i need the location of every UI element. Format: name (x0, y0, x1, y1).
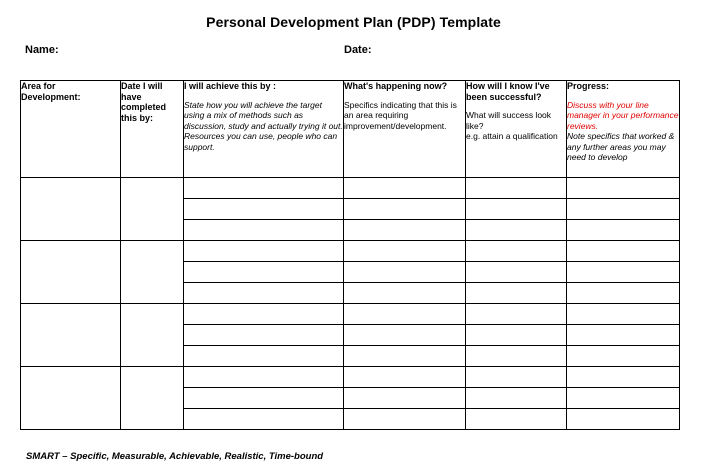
header-area (21, 81, 121, 178)
happening-cell[interactable] (344, 304, 466, 325)
happening-desc: Specifics indicating that this is an area requiring improvement/development. (344, 99, 457, 131)
date-cell[interactable] (121, 304, 184, 367)
progress-cell[interactable] (567, 367, 680, 388)
progress-cell[interactable] (567, 346, 680, 367)
progress-cell[interactable] (567, 409, 680, 430)
success-cell[interactable] (466, 388, 567, 409)
achieve-cell[interactable] (184, 325, 344, 346)
success-heading: How will I know I've been successful? (466, 81, 550, 102)
date-heading: Date I will have completed this by: (121, 81, 167, 123)
success-cell[interactable] (466, 199, 567, 220)
progress-cell[interactable] (567, 241, 680, 262)
achieve-cell[interactable] (184, 304, 344, 325)
area-cell[interactable] (21, 178, 121, 241)
success-cell[interactable] (466, 283, 567, 304)
header-happening (344, 81, 466, 178)
progress-cell[interactable] (567, 325, 680, 346)
happening-heading: What's happening now? (344, 81, 448, 91)
progress-cell[interactable] (567, 178, 680, 199)
success-desc-2: e.g. attain a qualification (466, 131, 558, 141)
happening-cell[interactable] (344, 262, 466, 283)
achieve-cell[interactable] (184, 367, 344, 388)
success-cell[interactable] (466, 262, 567, 283)
area-heading-2: Development: (21, 91, 81, 102)
happening-cell[interactable] (344, 367, 466, 388)
happening-cell[interactable] (344, 283, 466, 304)
success-cell[interactable] (466, 241, 567, 262)
area-cell[interactable] (21, 367, 121, 430)
happening-cell[interactable] (344, 346, 466, 367)
table-row (21, 367, 680, 388)
achieve-cell[interactable] (184, 241, 344, 262)
success-cell[interactable] (466, 325, 567, 346)
happening-cell[interactable] (344, 241, 466, 262)
progress-cell[interactable] (567, 283, 680, 304)
achieve-cell[interactable] (184, 199, 344, 220)
success-cell[interactable] (466, 178, 567, 199)
name-label: Name: (25, 44, 59, 56)
happening-cell[interactable] (344, 388, 466, 409)
achieve-desc-2: Resources you can use, people who can support. (184, 131, 338, 152)
success-cell[interactable] (466, 220, 567, 241)
success-cell[interactable] (466, 304, 567, 325)
happening-cell[interactable] (344, 409, 466, 430)
date-cell[interactable] (121, 178, 184, 241)
table-row (21, 241, 680, 262)
progress-desc: Note specifics that worked & any further areas you may need to develop (567, 131, 675, 162)
achieve-desc-1: State how you will achieve the target using a mix of methods such as discussion, study and actually trying it out. (184, 99, 343, 131)
achieve-cell[interactable] (184, 283, 344, 304)
success-cell[interactable] (466, 367, 567, 388)
smart-footer: SMART – Specific, Measurable, Achievable, Realistic, Time-bound (26, 451, 324, 462)
progress-desc-red: Discuss with your line manager in your performance reviews. (567, 99, 679, 131)
header-achieve (184, 81, 344, 178)
pdp-table (20, 80, 680, 430)
date-label: Date: (344, 44, 372, 56)
achieve-cell[interactable] (184, 220, 344, 241)
page-title: Personal Development Plan (PDP) Template (206, 14, 501, 30)
progress-cell[interactable] (567, 388, 680, 409)
progress-heading: Progress: (567, 81, 610, 91)
table-row (21, 178, 680, 199)
achieve-cell[interactable] (184, 262, 344, 283)
achieve-heading: I will achieve this by : (184, 81, 277, 91)
happening-cell[interactable] (344, 178, 466, 199)
header-progress (567, 81, 680, 178)
header-row (21, 81, 680, 178)
area-cell[interactable] (21, 304, 121, 367)
success-desc-1: What will success look like? (466, 110, 552, 131)
header-success (466, 81, 567, 178)
date-cell[interactable] (121, 367, 184, 430)
happening-cell[interactable] (344, 220, 466, 241)
header-date (121, 81, 184, 178)
progress-cell[interactable] (567, 304, 680, 325)
table-row (21, 304, 680, 325)
progress-cell[interactable] (567, 199, 680, 220)
date-cell[interactable] (121, 241, 184, 304)
achieve-cell[interactable] (184, 346, 344, 367)
achieve-cell[interactable] (184, 178, 344, 199)
area-heading-1: Area for (21, 81, 56, 91)
achieve-cell[interactable] (184, 409, 344, 430)
progress-cell[interactable] (567, 262, 680, 283)
happening-cell[interactable] (344, 199, 466, 220)
happening-cell[interactable] (344, 325, 466, 346)
success-cell[interactable] (466, 346, 567, 367)
area-cell[interactable] (21, 241, 121, 304)
success-cell[interactable] (466, 409, 567, 430)
progress-cell[interactable] (567, 220, 680, 241)
achieve-cell[interactable] (184, 388, 344, 409)
